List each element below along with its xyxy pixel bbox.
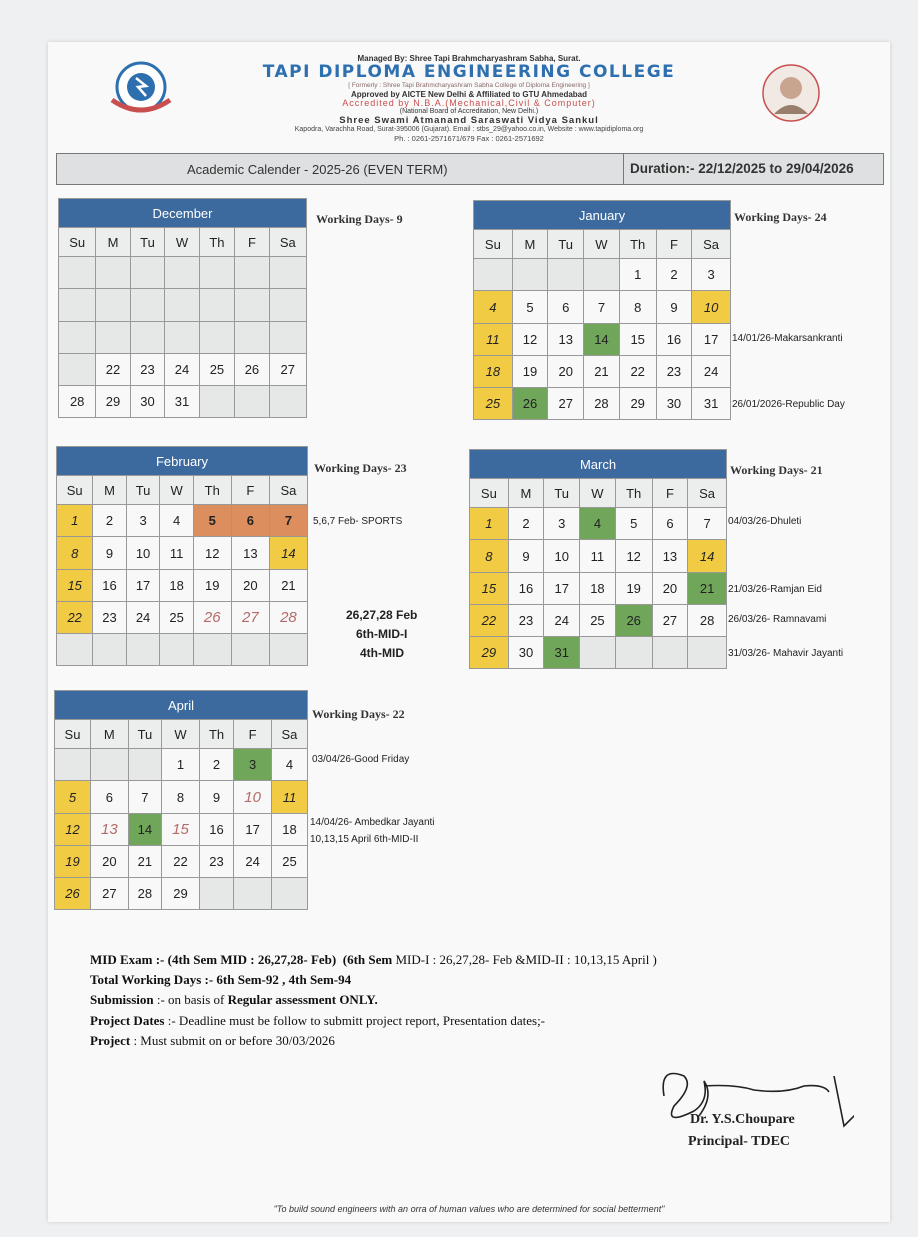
day-cell: 7 bbox=[128, 781, 161, 814]
week-row bbox=[474, 259, 731, 291]
day-cell: 26 bbox=[235, 354, 269, 386]
submission-label: Submission bbox=[90, 992, 154, 1007]
day-cell: 21 bbox=[688, 573, 727, 605]
week-row bbox=[59, 289, 307, 322]
day-cell: 27 bbox=[652, 605, 687, 637]
day-cell: 30 bbox=[656, 388, 691, 420]
week-row bbox=[55, 749, 308, 781]
day-cell: 26 bbox=[193, 602, 231, 634]
day-cell: 9 bbox=[199, 781, 233, 814]
empty-day-cell bbox=[91, 749, 129, 781]
college-header bbox=[56, 42, 882, 150]
day-cell: 25 bbox=[580, 605, 615, 637]
mid-6th-text: MID-I : 26,27,28- Feb &MID-II : 10,13,15 April ) bbox=[395, 952, 657, 967]
total-working-days bbox=[90, 972, 351, 988]
empty-day-cell bbox=[271, 878, 307, 910]
empty-day-cell bbox=[615, 637, 652, 669]
principal-title: Principal- TDEC bbox=[688, 1134, 791, 1149]
day-cell: 8 bbox=[470, 540, 509, 573]
day-cell: 16 bbox=[656, 324, 691, 356]
day-cell: 20 bbox=[652, 573, 687, 605]
day-cell: 23 bbox=[656, 356, 691, 388]
working-days-march: Working Days- 21 bbox=[730, 463, 823, 477]
day-cell: 8 bbox=[162, 781, 200, 814]
day-cell: 28 bbox=[59, 386, 96, 418]
week-row bbox=[57, 537, 308, 570]
day-cell: 2 bbox=[93, 505, 126, 537]
day-cell: 27 bbox=[231, 602, 269, 634]
empty-day-cell bbox=[234, 878, 272, 910]
note-makarsankranti: 14/01/26-Makarsankranti bbox=[732, 333, 843, 344]
project-line bbox=[90, 1033, 335, 1049]
note-feb-4th-mid: 4th-MID bbox=[360, 646, 404, 660]
working-days-february: Working Days- 23 bbox=[314, 461, 407, 475]
note-feb-mid-dates: 26,27,28 Feb bbox=[346, 608, 418, 622]
weekday-header: Su bbox=[55, 720, 91, 749]
day-cell: 15 bbox=[57, 570, 93, 602]
day-cell: 21 bbox=[128, 846, 161, 878]
empty-day-cell bbox=[512, 259, 547, 291]
day-cell: 21 bbox=[584, 356, 619, 388]
day-cell: 9 bbox=[656, 291, 691, 324]
note-feb-6th-mid: 6th-MID-I bbox=[356, 627, 408, 641]
mid-exam-line bbox=[90, 952, 657, 968]
sankul-line: Shree Swami Atmanand Saraswati Vidya Sankul bbox=[339, 115, 599, 126]
day-cell: 23 bbox=[130, 354, 165, 386]
mid-exam-label: MID Exam :- (4th Sem MID : 26,27,28- Feb) bbox=[90, 952, 337, 967]
formerly-line: [ Formerly : Shree Tapi Brahmcharyashram Sabha College of Diploma Engineering ] bbox=[348, 82, 590, 89]
day-cell: 31 bbox=[165, 386, 199, 418]
month-name: December bbox=[59, 199, 307, 228]
weekday-header: Th bbox=[199, 228, 235, 257]
day-cell: 24 bbox=[692, 356, 731, 388]
weekday-header: F bbox=[652, 479, 687, 508]
note-ramjan-eid: 21/03/26-Ramjan Eid bbox=[728, 584, 822, 595]
nba-line: (National Board of Accreditation, New Delhi.) bbox=[399, 108, 539, 115]
empty-day-cell bbox=[59, 257, 96, 289]
day-cell: 9 bbox=[93, 537, 126, 570]
day-cell: 22 bbox=[96, 354, 130, 386]
day-cell: 20 bbox=[548, 356, 584, 388]
day-cell: 5 bbox=[615, 508, 652, 540]
weekday-header: Sa bbox=[271, 720, 307, 749]
day-cell: 1 bbox=[619, 259, 656, 291]
note-dhuleti: 04/03/26-Dhuleti bbox=[728, 516, 802, 527]
day-cell: 30 bbox=[130, 386, 165, 418]
week-row bbox=[57, 570, 308, 602]
day-cell: 22 bbox=[619, 356, 656, 388]
day-cell: 28 bbox=[584, 388, 619, 420]
day-cell: 27 bbox=[548, 388, 584, 420]
empty-day-cell bbox=[269, 634, 307, 666]
day-cell: 1 bbox=[162, 749, 200, 781]
empty-day-cell bbox=[165, 322, 199, 354]
month-december bbox=[58, 198, 307, 418]
empty-day-cell bbox=[269, 322, 306, 354]
day-cell: 10 bbox=[692, 291, 731, 324]
day-cell: 18 bbox=[580, 573, 615, 605]
day-cell: 15 bbox=[619, 324, 656, 356]
day-cell: 18 bbox=[160, 570, 193, 602]
weekday-header: M bbox=[91, 720, 129, 749]
week-row bbox=[59, 386, 307, 418]
month-march bbox=[469, 449, 727, 669]
weekday-header: W bbox=[584, 230, 619, 259]
day-cell: 11 bbox=[160, 537, 193, 570]
empty-day-cell bbox=[96, 289, 130, 322]
accreditation-line: Accredited by N.B.A.(Mechanical,Civil & Computer) bbox=[342, 98, 596, 108]
empty-day-cell bbox=[93, 634, 126, 666]
working-days-january: Working Days- 24 bbox=[734, 210, 827, 224]
day-cell: 11 bbox=[474, 324, 513, 356]
calendar-title: Academic Calender - 2025-26 (EVEN TERM) bbox=[187, 162, 448, 177]
empty-day-cell bbox=[474, 259, 513, 291]
month-january bbox=[473, 200, 731, 420]
day-cell: 24 bbox=[544, 605, 580, 637]
month-february bbox=[56, 446, 308, 666]
day-cell: 8 bbox=[619, 291, 656, 324]
day-cell: 14 bbox=[688, 540, 727, 573]
day-cell: 22 bbox=[57, 602, 93, 634]
week-row bbox=[55, 878, 308, 910]
week-row bbox=[59, 322, 307, 354]
day-cell: 19 bbox=[55, 846, 91, 878]
day-cell: 23 bbox=[199, 846, 233, 878]
weekday-header: F bbox=[234, 720, 272, 749]
week-row bbox=[57, 634, 308, 666]
empty-day-cell bbox=[584, 259, 619, 291]
empty-day-cell bbox=[193, 634, 231, 666]
day-cell: 18 bbox=[474, 356, 513, 388]
day-cell: 4 bbox=[580, 508, 615, 540]
day-cell: 28 bbox=[688, 605, 727, 637]
submission-line bbox=[90, 992, 378, 1008]
note-ramnavami: 26/03/26- Ramnavami bbox=[728, 614, 827, 625]
project-text: : Must submit on or before 30/03/2026 bbox=[133, 1033, 335, 1048]
day-cell: 3 bbox=[544, 508, 580, 540]
day-cell: 6 bbox=[91, 781, 129, 814]
week-row bbox=[474, 356, 731, 388]
empty-day-cell bbox=[231, 634, 269, 666]
calendar-sheet bbox=[48, 42, 890, 1222]
empty-day-cell bbox=[199, 322, 235, 354]
weekday-header: W bbox=[580, 479, 615, 508]
day-cell: 28 bbox=[269, 602, 307, 634]
day-cell: 20 bbox=[231, 570, 269, 602]
day-cell: 2 bbox=[656, 259, 691, 291]
day-cell: 9 bbox=[508, 540, 543, 573]
day-cell: 17 bbox=[692, 324, 731, 356]
working-days-december: Working Days- 9 bbox=[316, 212, 403, 226]
day-cell: 31 bbox=[544, 637, 580, 669]
weekday-header: Tu bbox=[128, 720, 161, 749]
empty-day-cell bbox=[160, 634, 193, 666]
empty-day-cell bbox=[269, 257, 306, 289]
day-cell: 20 bbox=[91, 846, 129, 878]
empty-day-cell bbox=[580, 637, 615, 669]
day-cell: 26 bbox=[55, 878, 91, 910]
weekday-header: F bbox=[235, 228, 269, 257]
day-cell: 19 bbox=[615, 573, 652, 605]
week-row bbox=[470, 508, 727, 540]
weekday-header: Su bbox=[59, 228, 96, 257]
week-row bbox=[57, 505, 308, 537]
principal-name: Dr. Y.S.Choupare bbox=[690, 1112, 795, 1127]
day-cell: 11 bbox=[580, 540, 615, 573]
week-row bbox=[474, 291, 731, 324]
note-april-mid: 10,13,15 April 6th-MID-II bbox=[310, 834, 419, 845]
week-row bbox=[55, 781, 308, 814]
day-cell: 21 bbox=[269, 570, 307, 602]
empty-day-cell bbox=[199, 257, 235, 289]
day-cell: 29 bbox=[96, 386, 130, 418]
day-cell: 29 bbox=[470, 637, 509, 669]
day-cell: 4 bbox=[474, 291, 513, 324]
day-cell: 12 bbox=[615, 540, 652, 573]
empty-day-cell bbox=[688, 637, 727, 669]
weekday-header: Sa bbox=[688, 479, 727, 508]
duration-label: Duration:- 22/12/2025 to 29/04/2026 bbox=[623, 154, 854, 184]
day-cell: 10 bbox=[544, 540, 580, 573]
day-cell: 22 bbox=[162, 846, 200, 878]
empty-day-cell bbox=[55, 749, 91, 781]
day-cell: 15 bbox=[470, 573, 509, 605]
weekday-header: F bbox=[231, 476, 269, 505]
day-cell: 17 bbox=[234, 814, 272, 846]
day-cell: 17 bbox=[126, 570, 160, 602]
weekday-header: M bbox=[508, 479, 543, 508]
empty-day-cell bbox=[199, 386, 235, 418]
day-cell: 30 bbox=[508, 637, 543, 669]
empty-day-cell bbox=[235, 322, 269, 354]
project-label: Project bbox=[90, 1033, 131, 1048]
weekday-header: W bbox=[165, 228, 199, 257]
total-working-days-text: Total Working Days :- 6th Sem-92 , 4th Sem-94 bbox=[90, 972, 352, 987]
day-cell: 4 bbox=[271, 749, 307, 781]
empty-day-cell bbox=[128, 749, 161, 781]
weekday-header: Sa bbox=[692, 230, 731, 259]
month-name: January bbox=[474, 201, 731, 230]
day-cell: 7 bbox=[269, 505, 307, 537]
day-cell: 16 bbox=[93, 570, 126, 602]
day-cell: 3 bbox=[126, 505, 160, 537]
title-bar bbox=[56, 153, 884, 185]
empty-day-cell bbox=[126, 634, 160, 666]
day-cell: 23 bbox=[508, 605, 543, 637]
day-cell: 13 bbox=[231, 537, 269, 570]
day-cell: 14 bbox=[128, 814, 161, 846]
day-cell: 24 bbox=[126, 602, 160, 634]
empty-day-cell bbox=[96, 322, 130, 354]
week-row bbox=[470, 573, 727, 605]
day-cell: 24 bbox=[234, 846, 272, 878]
day-cell: 12 bbox=[512, 324, 547, 356]
day-cell: 29 bbox=[162, 878, 200, 910]
day-cell: 13 bbox=[652, 540, 687, 573]
day-cell: 26 bbox=[615, 605, 652, 637]
empty-day-cell bbox=[235, 257, 269, 289]
month-name: March bbox=[470, 450, 727, 479]
approval-line: Approved by AICTE New Delhi & Affiliated to GTU Ahmedabad bbox=[350, 90, 587, 99]
empty-day-cell bbox=[235, 386, 269, 418]
day-cell: 26 bbox=[512, 388, 547, 420]
empty-day-cell bbox=[59, 289, 96, 322]
day-cell: 14 bbox=[269, 537, 307, 570]
month-name: February bbox=[57, 447, 308, 476]
day-cell: 31 bbox=[692, 388, 731, 420]
empty-day-cell bbox=[269, 289, 306, 322]
week-row bbox=[57, 602, 308, 634]
mid-6th-label: (6th Sem bbox=[342, 952, 393, 967]
project-dates-label: Project Dates bbox=[90, 1013, 165, 1028]
day-cell: 27 bbox=[269, 354, 306, 386]
day-cell: 12 bbox=[55, 814, 91, 846]
day-cell: 23 bbox=[93, 602, 126, 634]
note-mahavir-jayanti: 31/03/26- Mahavir Jayanti bbox=[728, 648, 844, 659]
day-cell: 27 bbox=[91, 878, 129, 910]
day-cell: 6 bbox=[231, 505, 269, 537]
empty-day-cell bbox=[269, 386, 306, 418]
weekday-header: Tu bbox=[126, 476, 160, 505]
empty-day-cell bbox=[130, 257, 165, 289]
week-row bbox=[470, 540, 727, 573]
day-cell: 5 bbox=[55, 781, 91, 814]
weekday-header: Sa bbox=[269, 228, 306, 257]
empty-day-cell bbox=[165, 257, 199, 289]
weekday-header: Sa bbox=[269, 476, 307, 505]
week-row bbox=[470, 605, 727, 637]
day-cell: 17 bbox=[544, 573, 580, 605]
day-cell: 5 bbox=[512, 291, 547, 324]
managed-by: Managed By: Shree Tapi Brahmcharyashram Sabha, Surat. bbox=[357, 54, 581, 63]
month-name: April bbox=[55, 691, 308, 720]
day-cell: 5 bbox=[193, 505, 231, 537]
day-cell: 2 bbox=[508, 508, 543, 540]
day-cell: 1 bbox=[57, 505, 93, 537]
note-good-friday: 03/04/26-Good Friday bbox=[312, 754, 410, 765]
day-cell: 1 bbox=[470, 508, 509, 540]
day-cell: 6 bbox=[652, 508, 687, 540]
day-cell: 25 bbox=[199, 354, 235, 386]
weekday-header: M bbox=[93, 476, 126, 505]
empty-day-cell bbox=[96, 257, 130, 289]
weekday-header: Th bbox=[193, 476, 231, 505]
empty-day-cell bbox=[652, 637, 687, 669]
weekday-header: Th bbox=[615, 479, 652, 508]
weekday-header: M bbox=[96, 228, 130, 257]
weekday-header: F bbox=[656, 230, 691, 259]
month-april bbox=[54, 690, 308, 910]
empty-day-cell bbox=[57, 634, 93, 666]
working-days-april: Working Days- 22 bbox=[312, 707, 405, 721]
day-cell: 24 bbox=[165, 354, 199, 386]
day-cell: 10 bbox=[126, 537, 160, 570]
submission-bold: Regular assessment ONLY. bbox=[227, 992, 378, 1007]
empty-day-cell bbox=[59, 354, 96, 386]
week-row bbox=[474, 388, 731, 420]
day-cell: 16 bbox=[199, 814, 233, 846]
day-cell: 29 bbox=[619, 388, 656, 420]
empty-day-cell bbox=[59, 322, 96, 354]
day-cell: 8 bbox=[57, 537, 93, 570]
empty-day-cell bbox=[235, 289, 269, 322]
day-cell: 10 bbox=[234, 781, 272, 814]
phone-line: Ph. : 0261-2571671/679 Fax : 0261-2571692 bbox=[394, 134, 544, 143]
day-cell: 25 bbox=[474, 388, 513, 420]
day-cell: 28 bbox=[128, 878, 161, 910]
day-cell: 25 bbox=[271, 846, 307, 878]
day-cell: 15 bbox=[162, 814, 200, 846]
day-cell: 4 bbox=[160, 505, 193, 537]
note-republic-day: 26/01/2026-Republic Day bbox=[732, 399, 845, 410]
week-row bbox=[474, 324, 731, 356]
empty-day-cell bbox=[199, 289, 235, 322]
empty-day-cell bbox=[199, 878, 233, 910]
week-row bbox=[55, 814, 308, 846]
day-cell: 16 bbox=[508, 573, 543, 605]
week-row bbox=[470, 637, 727, 669]
empty-day-cell bbox=[130, 289, 165, 322]
empty-day-cell bbox=[548, 259, 584, 291]
weekday-header: Su bbox=[57, 476, 93, 505]
day-cell: 2 bbox=[199, 749, 233, 781]
weekday-header: Su bbox=[474, 230, 513, 259]
college-name: TAPI DIPLOMA ENGINEERING COLLEGE bbox=[262, 62, 676, 82]
day-cell: 13 bbox=[548, 324, 584, 356]
project-dates-line bbox=[90, 1013, 545, 1029]
address-line: Kapodra, Varachha Road, Surat-395006 (Gujarat). Email : stbs_29@yahoo.co.in, Website : www.tapidiploma.org bbox=[294, 126, 644, 133]
submission-text: :- on basis of bbox=[156, 992, 225, 1007]
note-sports: 5,6,7 Feb- SPORTS bbox=[313, 516, 403, 527]
week-row bbox=[55, 846, 308, 878]
day-cell: 19 bbox=[193, 570, 231, 602]
weekday-header: W bbox=[162, 720, 200, 749]
weekday-header: M bbox=[512, 230, 547, 259]
weekday-header: W bbox=[160, 476, 193, 505]
weekday-header: Tu bbox=[548, 230, 584, 259]
weekday-header: Th bbox=[199, 720, 233, 749]
day-cell: 22 bbox=[470, 605, 509, 637]
day-cell: 25 bbox=[160, 602, 193, 634]
week-row bbox=[59, 257, 307, 289]
empty-day-cell bbox=[165, 289, 199, 322]
day-cell: 11 bbox=[271, 781, 307, 814]
weekday-header: Su bbox=[470, 479, 509, 508]
day-cell: 3 bbox=[692, 259, 731, 291]
weekday-header: Tu bbox=[130, 228, 165, 257]
day-cell: 18 bbox=[271, 814, 307, 846]
day-cell: 14 bbox=[584, 324, 619, 356]
day-cell: 13 bbox=[91, 814, 129, 846]
empty-day-cell bbox=[130, 322, 165, 354]
week-row bbox=[59, 354, 307, 386]
day-cell: 19 bbox=[512, 356, 547, 388]
day-cell: 6 bbox=[548, 291, 584, 324]
day-cell: 7 bbox=[584, 291, 619, 324]
project-dates-text: :- Deadline must be follow to submitt project report, Presentation dates;- bbox=[167, 1013, 546, 1028]
weekday-header: Tu bbox=[544, 479, 580, 508]
day-cell: 7 bbox=[688, 508, 727, 540]
college-motto: "To build sound engineers with an orra of human values who are determined for social betterment" bbox=[273, 1204, 665, 1214]
day-cell: 3 bbox=[234, 749, 272, 781]
weekday-header: Th bbox=[619, 230, 656, 259]
note-ambedkar-jayanti: 14/04/26- Ambedkar Jayanti bbox=[310, 817, 435, 828]
day-cell: 12 bbox=[193, 537, 231, 570]
